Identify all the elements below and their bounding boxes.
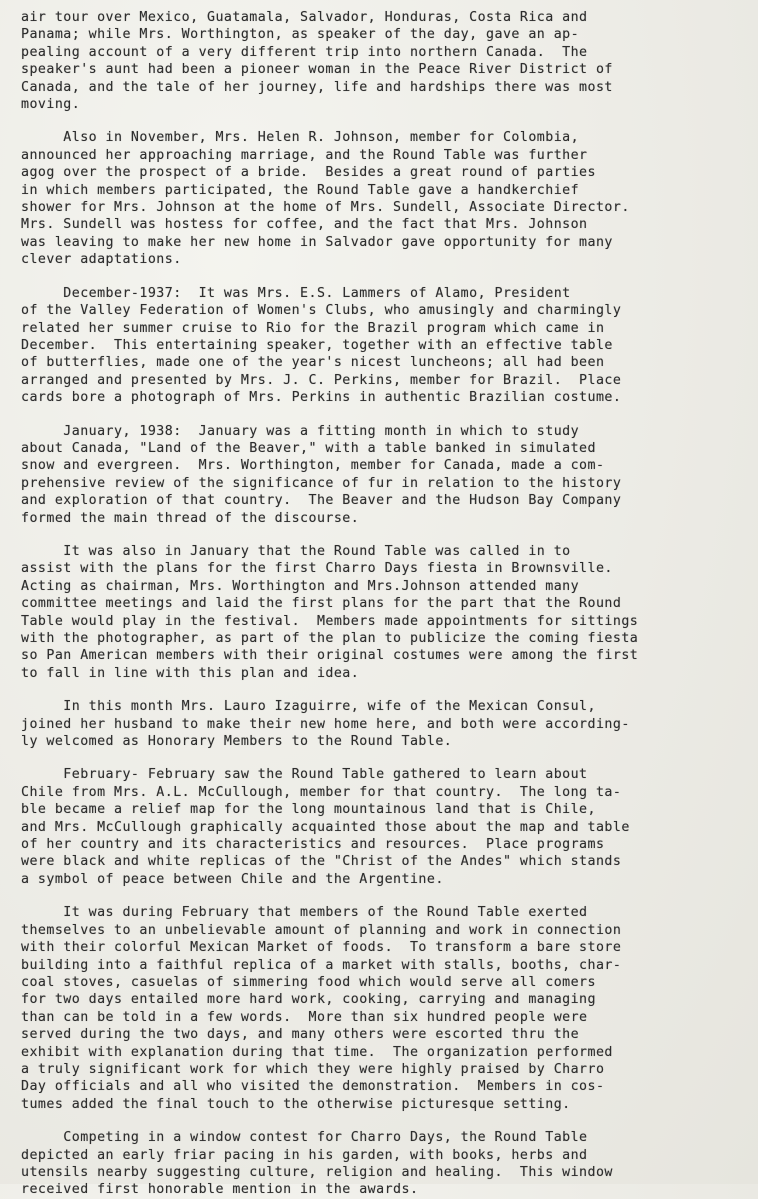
text-line: December-1937: It was Mrs. E.S. Lammers of Alamo, President bbox=[21, 285, 571, 301]
text-line: December. This entertaining speaker, together with an effective table bbox=[21, 337, 613, 353]
text-line: shower for Mrs. Johnson at the home of Mrs. Sundell, Associate Director. bbox=[21, 200, 630, 216]
text-line: air tour over Mexico, Guatamala, Salvador, Honduras, Costa Rica and bbox=[21, 10, 588, 25]
text-line: snow and evergreen. Mrs. Worthington, member for Canada, made a com- bbox=[21, 458, 605, 474]
text-line: themselves to an unbelievable amount of planning and work in connection bbox=[21, 922, 622, 938]
text-line: In this month Mrs. Lauro Izaguirre, wife of the Mexican Consul, bbox=[21, 699, 596, 715]
text-line: and exploration of that country. The Beaver and the Hudson Bay Company bbox=[21, 493, 622, 509]
text-line: committee meetings and laid the first plans for the part that the Round bbox=[21, 596, 622, 612]
text-line: ly welcomed as Honorary Members to the Round Table. bbox=[21, 734, 453, 750]
text-line: related her summer cruise to Rio for the Brazil program which came in bbox=[21, 320, 605, 336]
paragraph bbox=[21, 766, 758, 888]
text-line: exhibit with explanation during that time. The organization performed bbox=[21, 1044, 613, 1060]
text-line: arranged and presented by Mrs. J. C. Perkins, member for Brazil. Place bbox=[21, 372, 622, 388]
text-line: so Pan American members with their original costumes were among the first bbox=[21, 648, 639, 664]
text-line: than can be told in a few words. More than six hundred people were bbox=[21, 1009, 588, 1025]
text-line: Mrs. Sundell was hostess for coffee, and the fact that Mrs. Johnson bbox=[21, 217, 588, 233]
text-line: pealing account of a very different trip into northern Canada. The bbox=[21, 44, 588, 60]
text-line: tumes added the final touch to the otherwise picturesque setting. bbox=[21, 1096, 571, 1112]
text-line: a truly significant work for which they were highly praised by Charro bbox=[21, 1061, 605, 1077]
text-line: a symbol of peace between Chile and the Argentine. bbox=[21, 871, 444, 887]
document-body bbox=[21, 9, 758, 1199]
text-line: were black and white replicas of the "Christ of the Andes" which stands bbox=[21, 854, 622, 870]
text-line: It was also in January that the Round Table was called in to bbox=[21, 543, 571, 559]
text-line: Chile from Mrs. A.L. McCullough, member for that country. The long ta- bbox=[21, 784, 622, 800]
paragraph bbox=[21, 9, 758, 113]
text-line: Also in November, Mrs. Helen R. Johnson, member for Colombia, bbox=[21, 130, 580, 146]
text-line: agog over the prospect of a bride. Besides a great round of parties bbox=[21, 165, 596, 181]
text-line: depicted an early friar pacing in his garden, with books, herbs and bbox=[21, 1147, 588, 1163]
text-line: cards bore a photograph of Mrs. Perkins in authentic Brazilian costume. bbox=[21, 390, 622, 406]
text-line: of butterflies, made one of the year's nicest luncheons; all had been bbox=[21, 355, 605, 371]
text-line: Table would play in the festival. Members made appointments for sittings bbox=[21, 613, 639, 629]
text-line: with the photographer, as part of the plan to publicize the coming fiesta bbox=[21, 631, 639, 646]
text-line: received first honorable mention in the awards. bbox=[21, 1182, 419, 1198]
paragraph bbox=[21, 904, 758, 1113]
text-line: for two days entailed more hard work, cooking, carrying and managing bbox=[21, 992, 596, 1008]
text-line: clever adaptations. bbox=[21, 252, 182, 268]
text-line: prehensive review of the significance of fur in relation to the history bbox=[21, 475, 622, 491]
text-line: Acting as chairman, Mrs. Worthington and Mrs.Johnson attended many bbox=[21, 578, 580, 594]
text-line: coal stoves, casuelas of simmering food which would serve all comers bbox=[21, 974, 596, 990]
text-line: in which members participated, the Round Table gave a handkerchief bbox=[21, 182, 580, 198]
text-line: building into a faithful replica of a market with stalls, booths, char- bbox=[21, 957, 622, 973]
text-line: of her country and its characteristics and resources. Place programs bbox=[21, 837, 605, 853]
text-line: with their colorful Mexican Market of foods. To transform a bare store bbox=[21, 940, 622, 956]
paragraph bbox=[21, 423, 758, 527]
text-line: Day officials and all who visited the demonstration. Members in cos- bbox=[21, 1079, 605, 1095]
text-line: January, 1938: January was a fitting month in which to study bbox=[21, 423, 580, 439]
text-line: moving. bbox=[21, 97, 81, 113]
paragraph bbox=[21, 285, 758, 407]
text-line: served during the two days, and many others were escorted thru the bbox=[21, 1027, 580, 1043]
text-line: assist with the plans for the first Charro Days fiesta in Brownsville. bbox=[21, 561, 613, 577]
paragraph bbox=[21, 129, 758, 268]
text-line: It was during February that members of the Round Table exerted bbox=[21, 905, 588, 921]
text-line: was leaving to make her new home in Salvador gave opportunity for many bbox=[21, 234, 613, 250]
text-line: Panama; while Mrs. Worthington, as speaker of the day, gave an ap- bbox=[21, 27, 580, 43]
text-line: February- February saw the Round Table gathered to learn about bbox=[21, 767, 588, 783]
text-line: utensils nearby suggesting culture, religion and healing. This window bbox=[21, 1164, 613, 1180]
text-line: to fall in line with this plan and idea. bbox=[21, 665, 360, 681]
text-line: Competing in a window contest for Charro Days, the Round Table bbox=[21, 1130, 588, 1146]
paragraph bbox=[21, 1129, 758, 1199]
text-line: joined her husband to make their new home here, and both were according- bbox=[21, 716, 630, 732]
paragraph bbox=[21, 543, 758, 682]
text-line: speaker's aunt had been a pioneer woman in the Peace River District of bbox=[21, 62, 613, 78]
text-line: announced her approaching marriage, and the Round Table was further bbox=[21, 147, 588, 163]
text-line: and Mrs. McCullough graphically acquainted those about the map and table bbox=[21, 819, 630, 835]
text-line: about Canada, "Land of the Beaver," with a table banked in simulated bbox=[21, 440, 596, 456]
text-line: formed the main thread of the discourse. bbox=[21, 510, 360, 526]
text-line: ble became a relief map for the long mountainous land that is Chile, bbox=[21, 802, 596, 818]
text-line: of the Valley Federation of Women's Clubs, who amusingly and charmingly bbox=[21, 303, 622, 319]
paragraph bbox=[21, 698, 758, 750]
text-line: Canada, and the tale of her journey, life and hardships there was most bbox=[21, 79, 613, 95]
